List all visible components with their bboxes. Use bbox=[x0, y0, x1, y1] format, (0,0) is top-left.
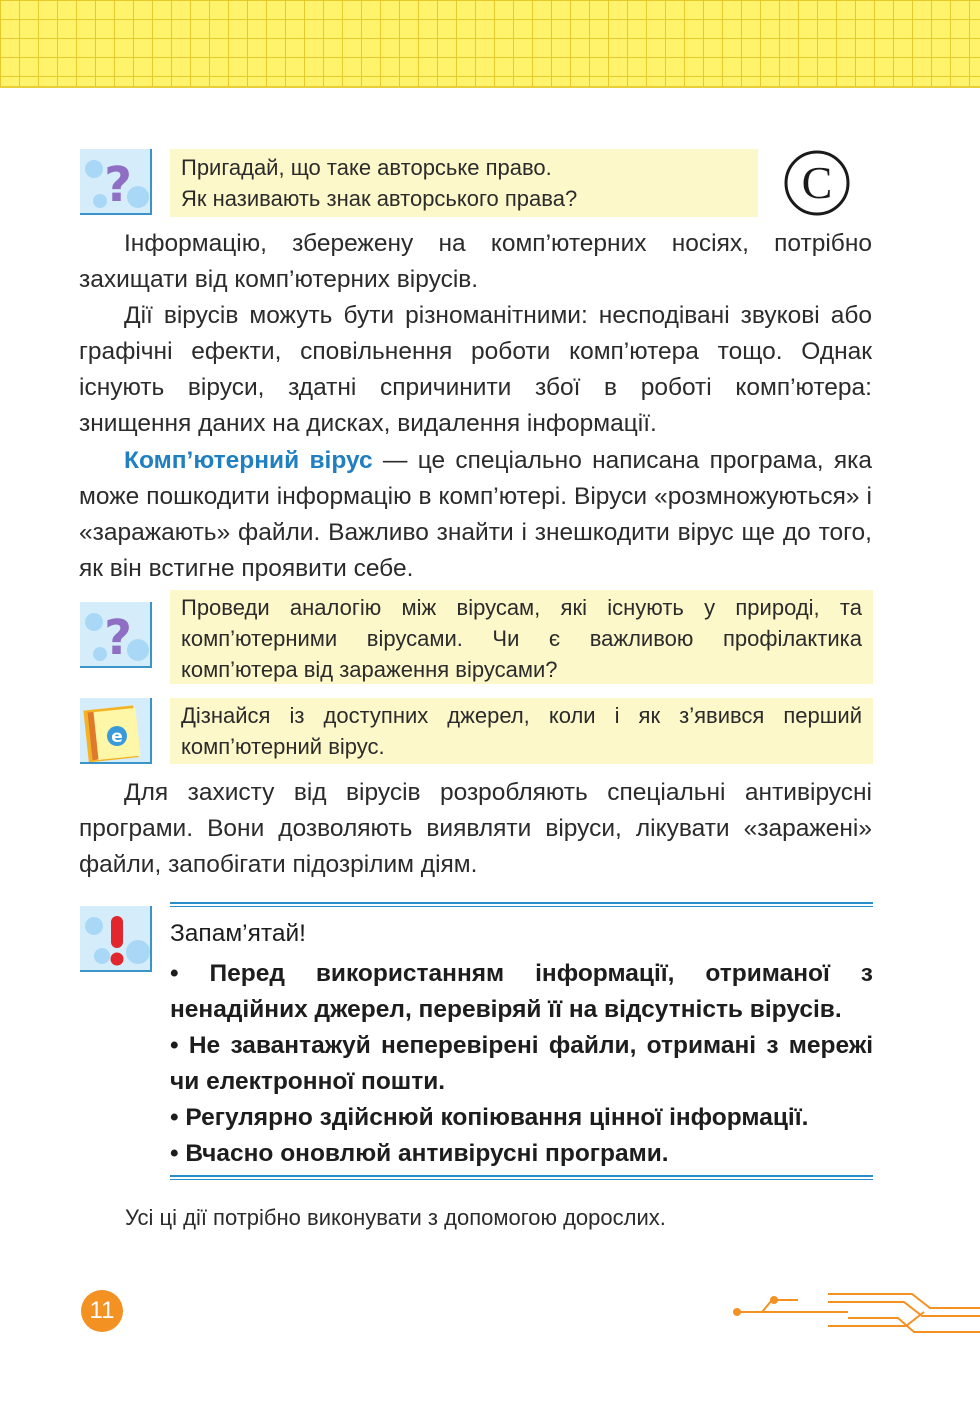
paragraph-4-text: Для захисту від вірусів розробляють спеціальні антивірусні програми. Вони дозволяють виявляти віруси, лікувати «заражені» файли, запобігати підозрілим діям. bbox=[79, 779, 872, 878]
remember-top-rule bbox=[170, 902, 873, 907]
remember-item: • Регулярно здійснюй копіювання цінної інформації. bbox=[170, 1104, 809, 1131]
footer-note: Усі ці дії потрібно виконувати з допомогою дорослих. bbox=[125, 1205, 666, 1230]
analogy-prompt-text: Проведи аналогію між вірусам, які існують у природі, та комп’ютерними вірусами. Чи є важливою профілактика комп’ютера від зараження вірусами? bbox=[181, 595, 862, 682]
analogy-prompt bbox=[170, 590, 873, 684]
question-mark-icon bbox=[80, 149, 152, 215]
paragraph-1 bbox=[79, 226, 872, 298]
question-mark-icon bbox=[80, 602, 152, 668]
remember-item: • Не завантажуй неперевірені файли, отримані з мережі чи електронної пошти. bbox=[170, 1032, 873, 1095]
remember-item: • Вчасно оновлюй антивірусні програми. bbox=[170, 1140, 669, 1167]
paragraph-1-text: Інформацію, збережену на комп’ютерних носіях, потрібно захищати від комп’ютерних вірусів. bbox=[79, 230, 872, 293]
research-prompt-text: Дізнайся із доступних джерел, коли і як з’явився перший комп’ютерний вірус. bbox=[181, 703, 862, 759]
remember-item: • Перед використанням інформації, отриманої з ненадійних джерел, перевіряй її на відсутність вірусів. bbox=[170, 960, 873, 1023]
copyright-letter: C bbox=[801, 157, 833, 208]
paragraph-3-text: — це спеціально написана програма, яка може пошкодити інформацію в комп’ютері. Віруси «розмножуються» і «заражають» файли. Важливо знайти і знешкодити вірус ще до того, як він встигне проявити себе. bbox=[79, 447, 872, 582]
svg-text:?: ? bbox=[104, 157, 132, 213]
paragraph-2 bbox=[79, 298, 872, 442]
copyright-sign-icon bbox=[783, 149, 851, 217]
remember-block bbox=[170, 912, 873, 1172]
exclamation-mark-icon bbox=[80, 906, 152, 972]
recall-prompt bbox=[170, 149, 758, 217]
remember-list bbox=[170, 956, 873, 1172]
paragraph-4 bbox=[79, 775, 872, 883]
recall-prompt-line-1: Пригадай, що таке авторське право. bbox=[181, 155, 552, 180]
decorative-grid-header bbox=[0, 0, 980, 88]
svg-text:?: ? bbox=[104, 610, 132, 666]
page-number: 11 bbox=[81, 1290, 123, 1332]
remember-heading: Запам’ятай! bbox=[170, 920, 306, 947]
key-term: Комп’ютерний вірус bbox=[124, 447, 373, 474]
paragraph-3 bbox=[79, 443, 872, 587]
recall-prompt-line-2: Як називають знак авторського права? bbox=[181, 186, 578, 211]
remember-bottom-rule bbox=[170, 1175, 873, 1180]
book-icon bbox=[80, 698, 152, 764]
research-prompt bbox=[170, 698, 873, 764]
svg-text:e: e bbox=[111, 727, 123, 747]
circuit-decoration bbox=[728, 1288, 980, 1334]
paragraph-2-text: Дії вірусів можуть бути різноманітними: несподівані звукові або графічні ефекти, сповільнення роботи комп’ютера тощо. Однак існують віруси, здатні спричинити збої в роботі комп’ютера: знищення даних на дисках, видалення інформації. bbox=[79, 302, 872, 437]
